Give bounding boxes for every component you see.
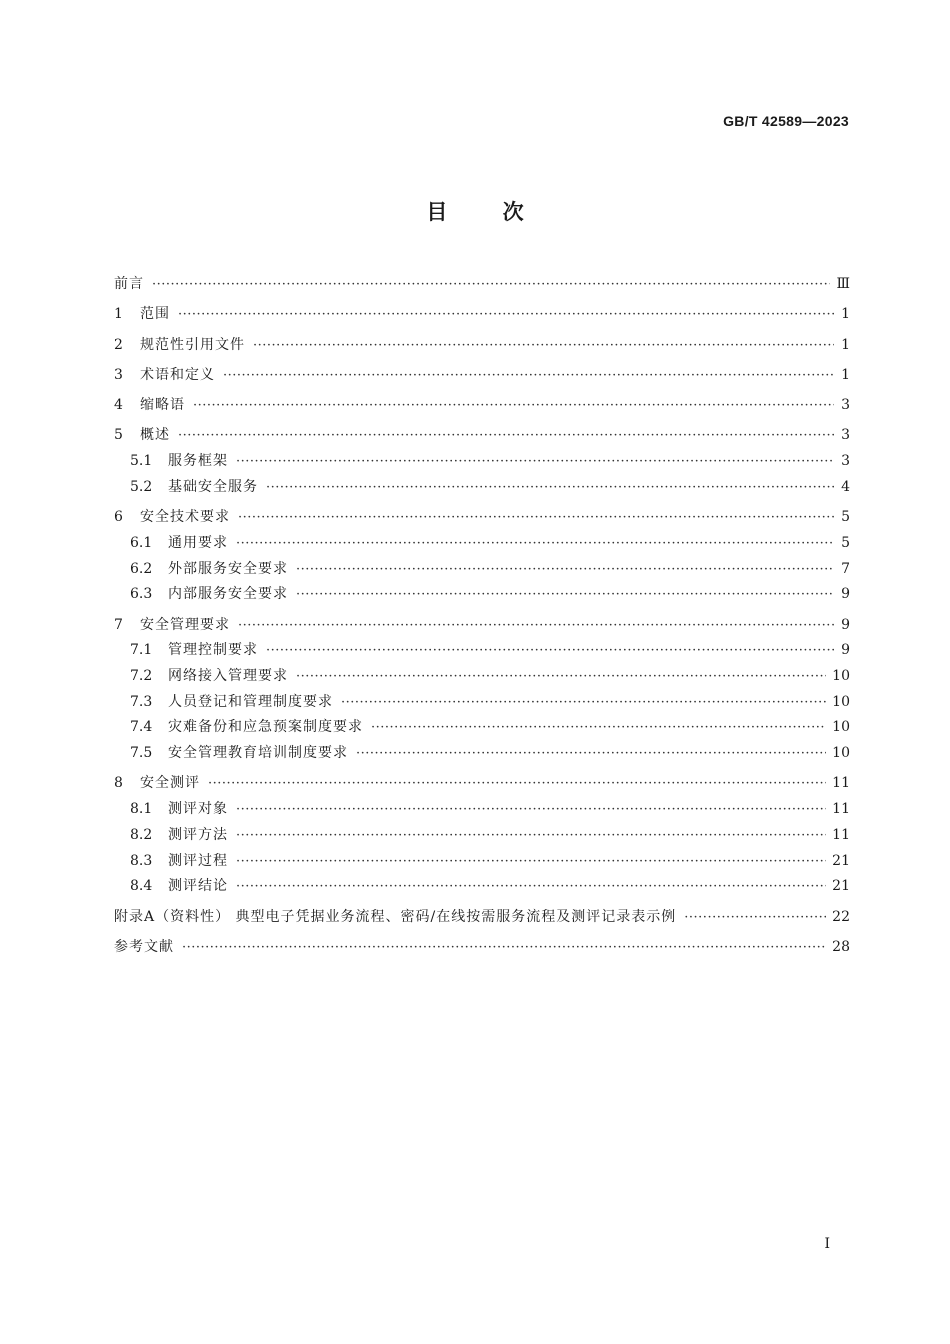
toc-entry-label: 概述 [140, 427, 170, 444]
toc-entry-number: 8.4 [130, 878, 153, 895]
toc-entry[interactable] [114, 849, 850, 875]
toc-entry-number: 7.1 [130, 642, 153, 659]
toc-entry-number: 3 [114, 366, 123, 383]
toc-entry-page: Ⅲ [836, 276, 850, 292]
dot-leader [296, 665, 826, 690]
dot-leader [236, 850, 826, 875]
dot-leader [238, 506, 834, 531]
toc-entry-page: 11 [832, 775, 850, 792]
toc-entry-label: 网络接入管理要求 [168, 668, 288, 684]
toc-entry-label: 通用要求 [168, 534, 228, 551]
toc-entry-page: 3 [841, 453, 850, 470]
toc-entry[interactable] [114, 449, 850, 475]
dot-leader [296, 558, 834, 583]
toc-entry-label: 术语和定义 [140, 366, 215, 383]
toc-entry-label: 安全管理要求 [140, 616, 230, 633]
toc-entry-label: 测评结论 [168, 878, 228, 895]
dot-leader [341, 691, 826, 716]
page-number: Ⅰ [824, 1236, 830, 1252]
toc-entry[interactable] [114, 900, 850, 930]
toc-entry-label: 测评过程 [168, 852, 228, 869]
toc-entry-page: 1 [841, 336, 850, 353]
toc-entry-label: 测评方法 [168, 826, 228, 843]
toc-entry-page: 3 [841, 427, 850, 444]
toc-entry-number: 1 [114, 306, 123, 323]
toc-entry-label: 安全管理教育培训制度要求 [168, 745, 348, 762]
toc-entry-number: 2 [114, 336, 123, 353]
dot-leader [193, 394, 834, 419]
dot-leader [356, 742, 826, 767]
dot-leader [266, 476, 834, 501]
page-title: 目 次 [426, 200, 524, 224]
toc-entry[interactable] [114, 715, 850, 741]
toc-entry-label: 管理控制要求 [168, 642, 258, 659]
toc-entry[interactable] [114, 664, 850, 690]
toc-entry-page: 10 [832, 693, 850, 710]
dot-leader [236, 824, 826, 849]
dot-leader [236, 532, 834, 557]
toc-entry-page: 21 [832, 878, 850, 895]
toc-entry-number: 6 [114, 509, 123, 526]
toc-entry[interactable] [114, 608, 850, 638]
toc-entry-number: 7.5 [130, 745, 153, 762]
toc-entry-page: 11 [832, 801, 850, 818]
dot-leader [236, 450, 834, 475]
toc-entry-number: 7.4 [130, 719, 153, 736]
toc-entry-label: 服务框架 [168, 453, 228, 470]
document-code: GB/T 42589—2023 [723, 113, 849, 129]
toc-entry-number: 8.2 [130, 826, 153, 843]
dot-leader [152, 273, 830, 298]
dot-leader [371, 716, 826, 741]
toc-entry[interactable] [114, 298, 850, 328]
toc-entry[interactable] [114, 501, 850, 531]
toc-entry-number: 8 [114, 775, 123, 792]
toc-entry-page: 9 [841, 616, 850, 633]
toc-entry-label: 范围 [140, 306, 170, 323]
dot-leader [296, 583, 834, 608]
toc-entry-page: 22 [832, 908, 850, 925]
toc-entry-label: 灾难备份和应急预案制度要求 [168, 719, 363, 736]
dot-leader [266, 639, 834, 664]
toc-entry-page: 9 [841, 642, 850, 659]
dot-leader [236, 875, 826, 900]
toc-entry[interactable] [114, 690, 850, 716]
toc-entry-label: 安全技术要求 [140, 509, 230, 526]
toc-entry[interactable] [114, 638, 850, 664]
toc-entry-page: 10 [832, 745, 850, 762]
toc-entry-label: 规范性引用文件 [140, 336, 245, 353]
toc-entry-page: 1 [841, 306, 850, 323]
toc-entry-page: 9 [841, 586, 850, 603]
toc-entry-page: 28 [832, 938, 850, 955]
toc-entry-label: 基础安全服务 [168, 478, 258, 495]
dot-leader [223, 364, 834, 389]
toc-entry-page: 7 [841, 560, 850, 577]
dot-leader [182, 936, 826, 961]
toc-entry-page: 1 [841, 366, 850, 383]
toc-entry-number: 7 [114, 616, 123, 633]
dot-leader [253, 334, 834, 359]
toc-entry[interactable] [114, 582, 850, 608]
table-of-contents [114, 272, 850, 961]
toc-entry-page: 21 [832, 852, 850, 869]
toc-entry[interactable] [114, 797, 850, 823]
dot-leader [236, 798, 826, 823]
toc-entry-page: 5 [841, 509, 850, 526]
toc-entry-number: 4 [114, 397, 123, 414]
toc-entry[interactable] [114, 419, 850, 449]
toc-entry-number: 7.2 [130, 668, 153, 684]
toc-entry[interactable] [114, 389, 850, 419]
toc-entry[interactable] [114, 531, 850, 557]
toc-entry-number: 6.3 [130, 586, 153, 603]
toc-entry-number: 5.2 [130, 478, 153, 495]
dot-leader [684, 906, 826, 931]
toc-entry-number: 6.1 [130, 534, 153, 551]
toc-entry[interactable] [114, 874, 850, 900]
dot-leader [208, 772, 826, 797]
toc-entry-number: 8.1 [130, 801, 153, 818]
toc-entry[interactable] [114, 272, 850, 298]
toc-entry-label: 内部服务安全要求 [168, 586, 288, 603]
toc-entry[interactable] [114, 358, 850, 388]
toc-entry-label: 人员登记和管理制度要求 [168, 693, 333, 710]
toc-entry[interactable] [114, 557, 850, 583]
toc-entry-label: 缩略语 [140, 397, 185, 414]
toc-entry-number: 5.1 [130, 453, 153, 470]
dot-leader [178, 424, 834, 449]
toc-entry-label: 前言 [114, 276, 144, 292]
toc-entry-number: 6.2 [130, 560, 153, 577]
toc-entry-number: 7.3 [130, 693, 153, 710]
toc-entry-page: 4 [841, 478, 850, 495]
toc-entry-label: 安全测评 [140, 775, 200, 792]
toc-entry-page: 10 [832, 719, 850, 736]
toc-entry[interactable] [114, 741, 850, 767]
toc-entry-label: 外部服务安全要求 [168, 560, 288, 577]
toc-entry-label: 参考文献 [114, 938, 174, 955]
toc-entry[interactable] [114, 930, 850, 960]
toc-entry-page: 11 [832, 826, 850, 843]
toc-entry-page: 10 [832, 668, 850, 684]
toc-entry-page: 3 [841, 397, 850, 414]
toc-entry[interactable] [114, 823, 850, 849]
toc-entry-page: 5 [841, 534, 850, 551]
toc-entry-label: 测评对象 [168, 801, 228, 818]
dot-leader [238, 614, 834, 639]
toc-entry[interactable] [114, 767, 850, 797]
toc-entry[interactable] [114, 475, 850, 501]
toc-entry-label: 附录A（资料性） 典型电子凭据业务流程、密码/在线按需服务流程及测评记录表示例 [114, 908, 677, 925]
toc-entry-number: 8.3 [130, 852, 153, 869]
toc-entry-number: 5 [114, 427, 123, 444]
toc-entry[interactable] [114, 328, 850, 358]
dot-leader [178, 303, 834, 328]
